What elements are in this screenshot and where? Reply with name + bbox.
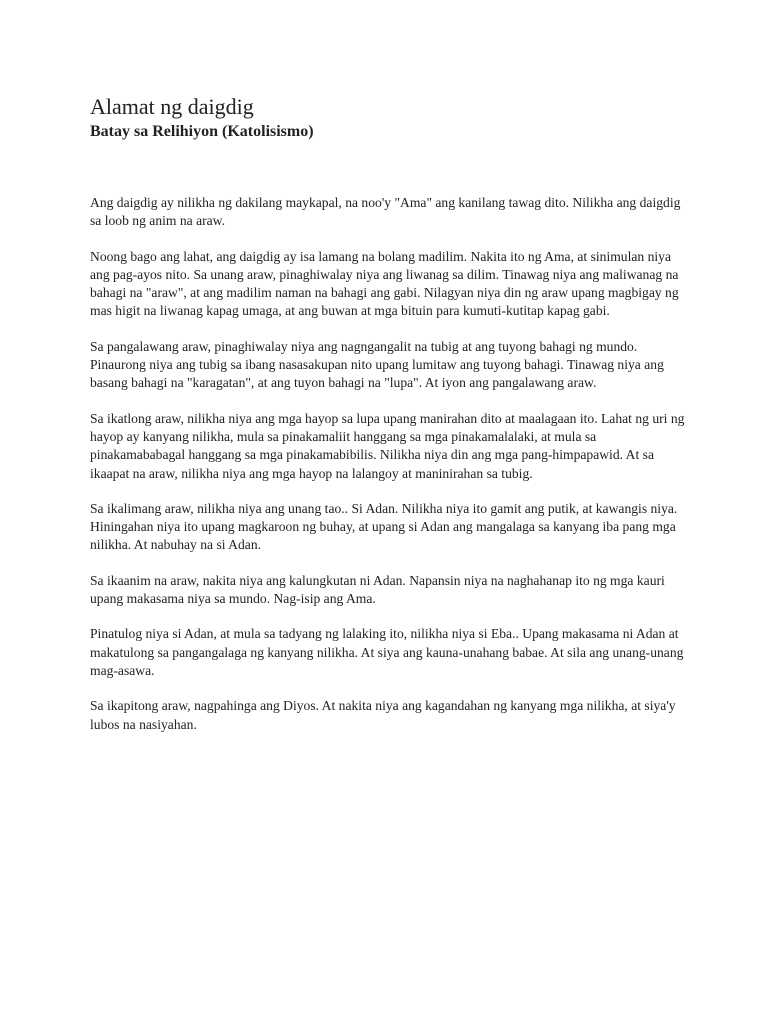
- document-body: [90, 194, 690, 751]
- document-subtitle: Batay sa Relihiyon (Katolisismo): [90, 123, 314, 140]
- paragraph: Ang daigdig ay nilikha ng dakilang maykapal, na noo'y "Ama" ang kanilang tawag dito. Nilikha ang daigdig sa loob ng anim na araw.: [90, 195, 681, 229]
- paragraph: Noong bago ang lahat, ang daigdig ay isa lamang na bolang madilim. Nakita ito ng Ama, at sinimulan niya ang pag-ayos nito. Sa unang araw, pinaghiwalay niya ang liwanag sa dilim. Tinawag niya ang maliwanag na bahagi na "araw", at ang madilim naman na bahagi ang gabi. Nilagyan niya din ng araw upang magbigay ng mas higit na liwanag kapag umaga, at ang buwan at mga bituin para kumuti-kutitap kapag gabi.: [90, 248, 679, 319]
- paragraph: Sa ikalimang araw, nilikha niya ang unang tao.. Si Adan. Nilikha niya ito gamit ang putik, at kawangis niya. Hiningahan niya ito upang magkaroon ng buhay, at upang si Adan ang mangalaga sa kanyang iba pang mga nilikha. At nabuhay na si Adan.: [90, 500, 678, 553]
- paragraph: Sa ikatlong araw, nilikha niya ang mga hayop sa lupa upang manirahan dito at maalagaan ito. Lahat ng uri ng hayop ay kanyang nilikha, mula sa pinakamaliit hanggang sa mga pinakamalalaki, at mula sa pinakamababagal hanggang sa mga pinakamabibilis. Nilikha niya din ang mga pang-himpapawid. At sa ikaapat na araw, nilikha niya ang mga hayop na lalangoy at maninirahan sa tubig.: [90, 410, 685, 481]
- paragraph: Sa pangalawang araw, pinaghiwalay niya ang nagngangalit na tubig at ang tuyong bahagi ng mundo. Pinaurong niya ang tubig sa ibang nasasakupan nito upang lumitaw ang tuyong bahagi. Tinawag niya ang basang bahagi na "karagatan", at ang tuyon bahagi na "lupa". At iyon ang pangalawang araw.: [90, 338, 664, 391]
- paragraph: Sa ikapitong araw, nagpahinga ang Diyos. At nakita niya ang kagandahan ng kanyang mga nilikha, at siya'y lubos na nasiyahan.: [90, 698, 676, 732]
- paragraph: Pinatulog niya si Adan, at mula sa tadyang ng lalaking ito, nilikha niya si Eba.. Upang makasama ni Adan at makatulong sa pangangalaga ng kanyang nilikha. At siya ang kauna-unahang babae. At sila ang unang-unang mag-asawa.: [90, 626, 684, 678]
- paragraph: Sa ikaanim na araw, nakita niya ang kalungkutan ni Adan. Napansin niya na naghahanap ito ng mga kauri upang makasama niya sa mundo. Nag-isip ang Ama.: [90, 572, 665, 607]
- document-title: Alamat ng daigdig: [90, 94, 254, 119]
